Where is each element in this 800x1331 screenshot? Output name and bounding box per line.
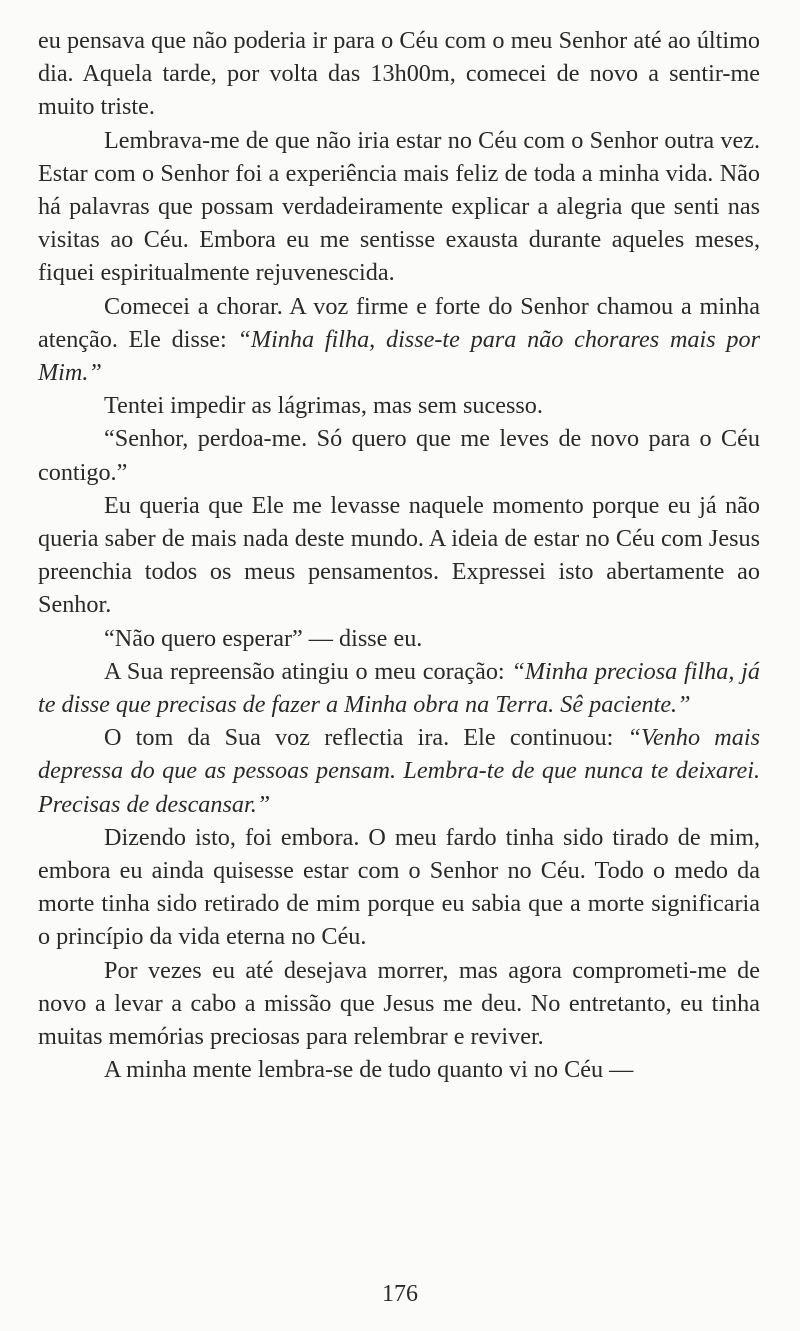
paragraph (38, 389, 760, 422)
paragraph (38, 124, 760, 290)
text-segment: A Sua repreensão atingiu o meu coração: (104, 657, 512, 685)
text-segment: Tentei impedir as lágrimas, mas sem sucesso. (104, 392, 543, 420)
text-segment: A minha mente lembra-se de tudo quanto vi no Céu — (104, 1056, 634, 1084)
italic-text-segment: “Minha filha, disse-te para não chorares mais por Mim.” (38, 325, 760, 387)
text-segment: Comecei a chorar. A voz firme e forte do Senhor chamou a minha atenção. Ele disse: (38, 292, 760, 353)
text-segment: Por vezes eu até desejava morrer, mas agora comprometi-me de novo a levar a cabo a missão que Jesus me deu. No entretanto, eu tinha muitas memórias preciosas para relembrar e reviver. (38, 956, 760, 1051)
text-segment: Eu queria que Ele me levasse naquele momento porque eu já não queria saber de mais nada deste mundo. A ideia de estar no Céu com Jesus preenchia todos os meus pensamentos. Expressei isto abertamente ao Senhor. (38, 491, 760, 619)
text-segment: Lembrava-me de que não iria estar no Céu com o Senhor outra vez. Estar com o Senhor foi a experiência mais feliz de toda a minha vida. Não há palavras que possam verdadeiramente explicar a alegria que senti nas visitas ao Céu. Embora eu me sentisse exausta durante aqueles meses, fiquei espiritualmente rejuvenescida. (38, 126, 760, 287)
text-segment: eu pensava que não poderia ir para o Céu com o meu Senhor até ao último dia. Aquela tarde, por volta das 13h00m, comecei de novo a sentir-me muito triste. (38, 27, 760, 121)
text-segment: “Não quero esperar” — disse eu. (104, 624, 423, 652)
paragraph (38, 622, 760, 655)
paragraph (38, 1053, 760, 1086)
paragraph (38, 721, 760, 821)
paragraph (38, 422, 760, 488)
paragraph (38, 290, 760, 390)
italic-text-segment: “Venho mais depressa do que as pessoas pensam. Lembra-te de que nunca te deixarei. Precisas de descansar.” (38, 724, 760, 818)
text-segment: O tom da Sua voz reflectia ira. Ele continuou: (104, 724, 628, 752)
paragraph (38, 24, 760, 124)
paragraph (38, 821, 760, 954)
paragraph (38, 954, 760, 1054)
text-segment: Dizendo isto, foi embora. O meu fardo tinha sido tirado de mim, embora eu ainda quisesse estar com o Senhor no Céu. Todo o medo da morte tinha sido retirado de mim porque eu sabia que a morte significaria o princípio da vida eterna no Céu. (38, 823, 760, 951)
page-number: 176 (382, 1281, 418, 1307)
paragraph (38, 489, 760, 622)
text-segment: “Senhor, perdoa-me. Só quero que me leves de novo para o Céu contigo.” (38, 425, 760, 486)
page-body (38, 24, 760, 1087)
italic-text-segment: “Minha preciosa filha, já te disse que precisas de fazer a Minha obra na Terra. Sê paciente.” (38, 657, 760, 719)
paragraph (38, 655, 760, 721)
